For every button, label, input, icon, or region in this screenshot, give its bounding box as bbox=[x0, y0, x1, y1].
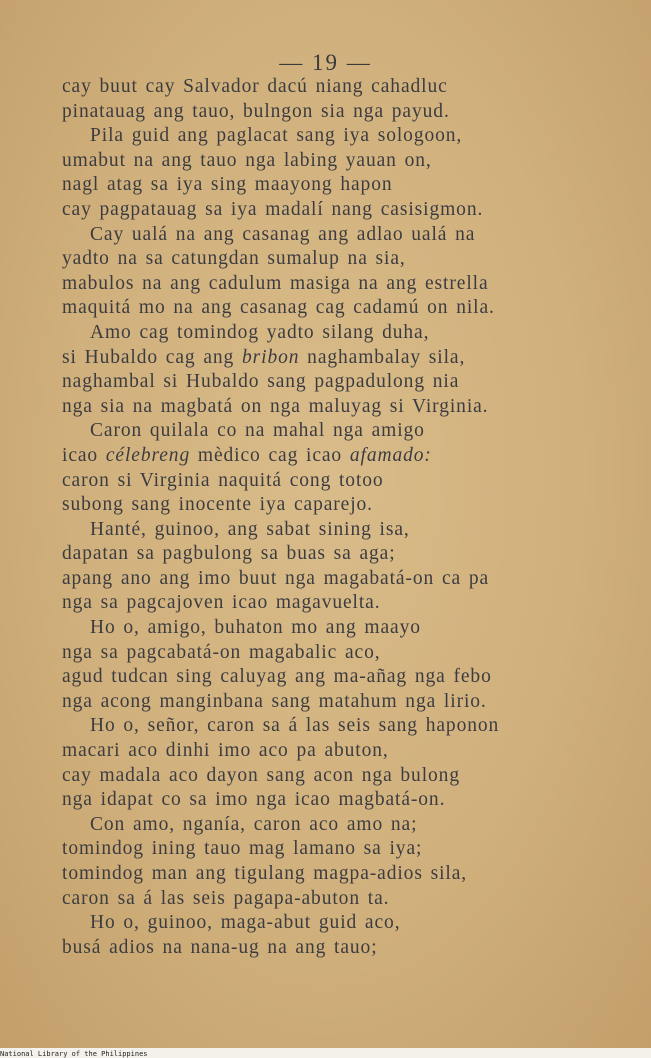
text-line: caron sa á las seis pagapa-abuton ta. bbox=[62, 887, 390, 909]
text-line: Ho o, guinoo, maga-abut guid aco, bbox=[90, 912, 401, 934]
text-line: yadto na sa catungdan sumalup na sia, bbox=[62, 248, 406, 270]
poem-text-block bbox=[62, 75, 627, 960]
text-line: nga acong manginbana sang matahum nga lirio. bbox=[62, 690, 487, 712]
italic-word: afamado: bbox=[349, 444, 432, 466]
text-line: pinatauag ang tauo, bulngon sia nga payud. bbox=[62, 100, 450, 122]
text-line: cay madala aco dayon sang acon nga bulong bbox=[62, 764, 460, 786]
text-line: busá adios na nana-ug na ang tauo; bbox=[62, 936, 378, 958]
text-segment: icao bbox=[62, 444, 106, 466]
page-number: — 19 — bbox=[279, 50, 372, 75]
text-line: naghambal si Hubaldo sang pagpadulong nia bbox=[62, 371, 460, 393]
text-line: cay pagpatauag sa iya madalí nang casisigmon. bbox=[62, 198, 484, 220]
text-line: Cay ualá na ang casanag ang adlao ualá na bbox=[90, 223, 476, 245]
text-line: nga sa pagcajoven icao magavuelta. bbox=[62, 592, 381, 614]
text-line: subong sang inocente iya caparejo. bbox=[62, 494, 373, 516]
text-line: Con amo, nganía, caron aco amo na; bbox=[90, 813, 418, 835]
text-line: Ho o, señor, caron sa á las seis sang haponon bbox=[90, 715, 500, 737]
italic-word: bribon bbox=[241, 346, 300, 368]
text-line: caron si Virginia naquitá cong totoo bbox=[62, 469, 384, 491]
text-line: dapatan sa pagbulong sa buas sa aga; bbox=[62, 543, 396, 565]
text-segment: naghambalay sila, bbox=[299, 346, 466, 368]
text-segment: si Hubaldo cag ang bbox=[62, 346, 242, 368]
text-line: mabulos na ang cadulum masiga na ang estrella bbox=[62, 272, 489, 294]
italic-word: célebreng bbox=[105, 444, 191, 466]
text-line: maquitá mo na ang casanag cag cadamú on nila. bbox=[62, 297, 495, 319]
text-segment: mèdico cag icao bbox=[190, 444, 350, 466]
text-line: agud tudcan sing caluyag ang ma-añag nga febo bbox=[62, 666, 492, 688]
text-line: Amo cag tomindog yadto silang duha, bbox=[90, 321, 430, 343]
text-line: tomindog man ang tigulang magpa-adios sila, bbox=[62, 863, 468, 884]
text-line: umabut na ang tauo nga labing yauan on, bbox=[62, 149, 432, 171]
text-line bbox=[62, 346, 627, 371]
text-line: nagl atag sa iya sing maayong hapon bbox=[62, 174, 393, 196]
text-line: Pila guid ang paglacat sang iya sologoon, bbox=[90, 125, 463, 147]
text-line: nga sia na magbatá on nga maluyag si Virginia. bbox=[62, 395, 489, 417]
text-line: Hanté, guinoo, ang sabat sining isa, bbox=[90, 518, 410, 540]
text-line: macari aco dinhi imo aco pa abuton, bbox=[62, 740, 389, 762]
text-line bbox=[62, 444, 627, 469]
text-line: nga idapat co sa imo nga icao magbatá-on. bbox=[62, 789, 446, 811]
library-footer: National Library of the Philippines bbox=[0, 1050, 148, 1058]
text-line: apang ano ang imo buut nga magabatá-on ca pa bbox=[62, 567, 490, 589]
text-line: tomindog ining tauo mag lamano sa iya; bbox=[62, 838, 423, 860]
text-line: Ho o, amigo, buhaton mo ang maayo bbox=[90, 617, 421, 639]
text-line: cay buut cay Salvador dacú niang cahadluc bbox=[62, 76, 448, 97]
text-line: nga sa pagcabatá-on magabalic aco, bbox=[62, 641, 381, 663]
text-line: Caron quilala co na mahal nga amigo bbox=[90, 420, 425, 442]
